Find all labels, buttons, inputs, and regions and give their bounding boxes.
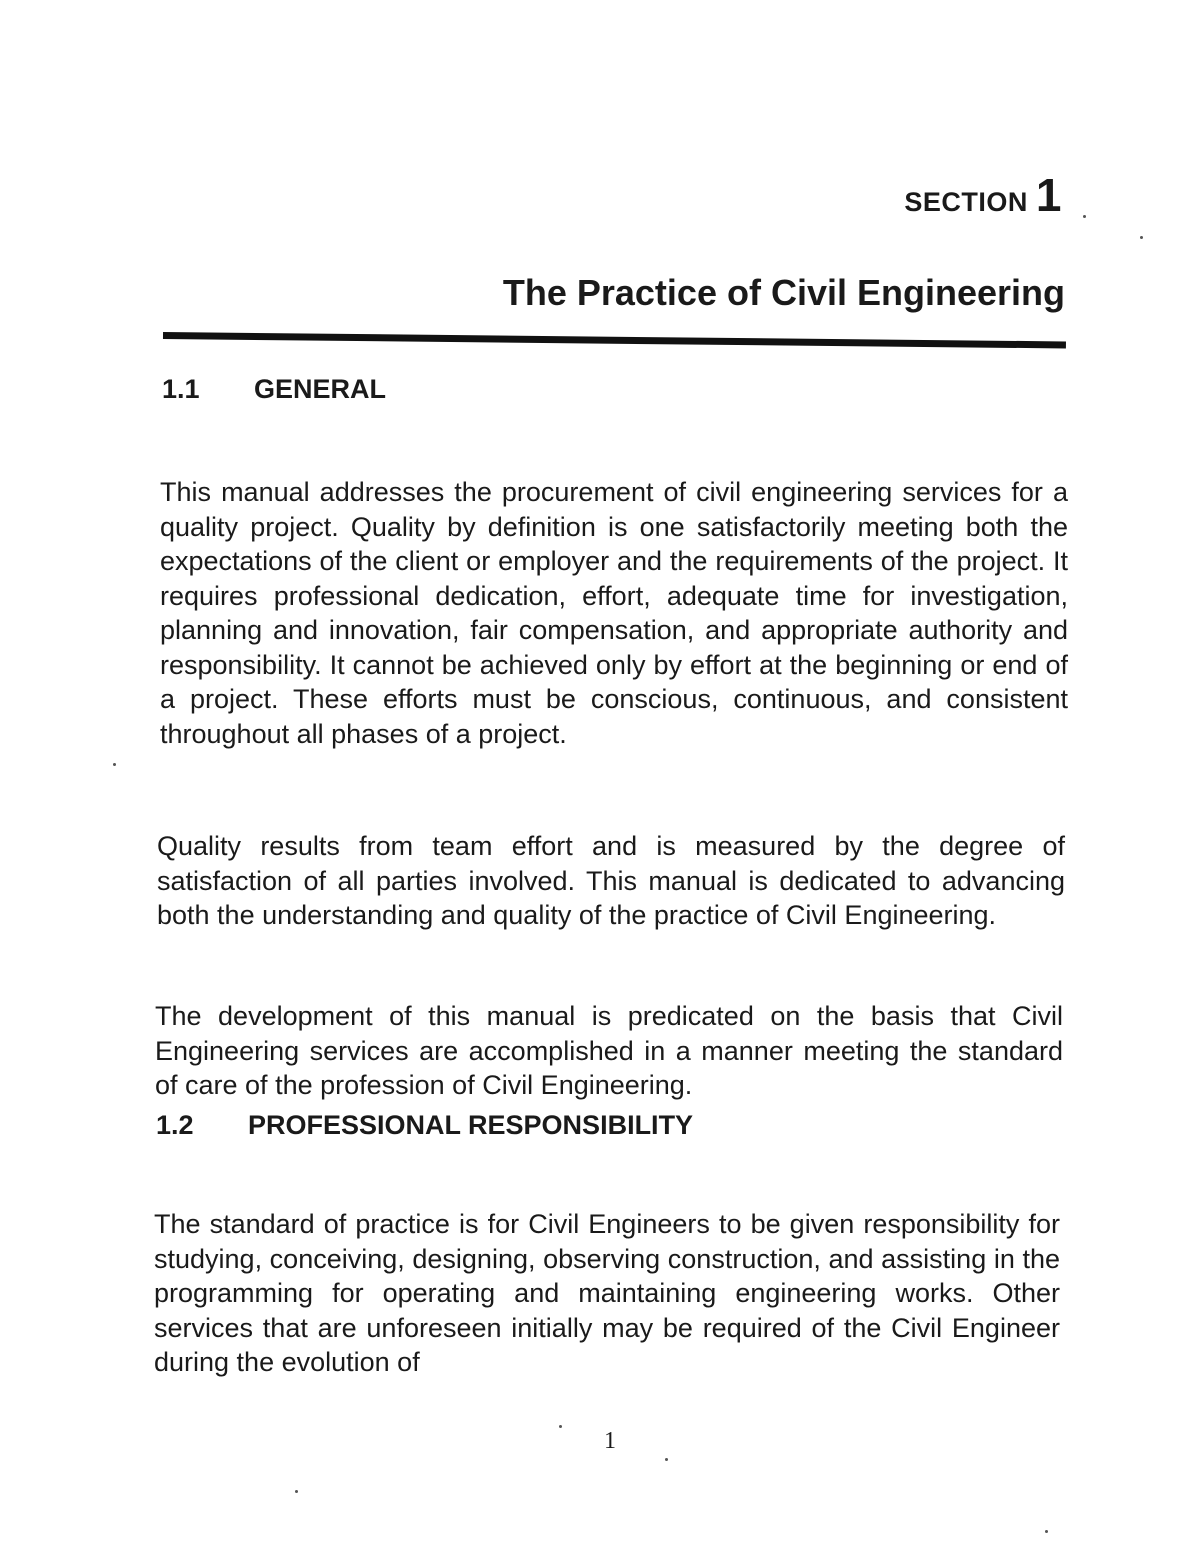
section-number: 1 (1035, 169, 1062, 221)
section-heading-number: 1.2 (156, 1110, 194, 1140)
scan-speck (665, 1458, 668, 1461)
section-heading-title: PROFESSIONAL RESPONSIBILITY (248, 1110, 694, 1140)
scan-speck (1083, 215, 1086, 218)
body-paragraph: The development of this manual is predicated on the basis that Civil Engineering services are accomplished in a manner meeting the standard of care of the profession of Civil Engineering. (155, 1001, 1063, 1100)
scan-speck (113, 763, 116, 766)
chapter-title: The Practice of Civil Engineering (502, 272, 1065, 313)
body-paragraph: Quality results from team effort and is measured by the degree of satisfaction of all parties involved. This manual is dedicated to advancing both the understanding and quality of the practice of Civil Engineering. (157, 831, 1065, 930)
title-underline-rule (163, 332, 1066, 348)
scan-speck (559, 1425, 562, 1428)
section-heading-number: 1.1 (162, 374, 200, 404)
scan-speck (1140, 236, 1143, 239)
section-heading-title: GENERAL (254, 374, 387, 404)
scan-speck (1045, 1530, 1048, 1533)
page-number: 1 (604, 1428, 616, 1454)
body-paragraph: The standard of practice is for Civil Engineers to be given responsibility for studying, conceiving, designing, observing construction, and assisting in the programming for operating and maintaining engineering works. Other services that are unforeseen initially may be required of the Civil Engineer during the evolution of (154, 1209, 1060, 1377)
section-heading-general (162, 374, 386, 405)
scan-speck (295, 1490, 298, 1493)
section-heading-professional-responsibility (156, 1110, 693, 1141)
body-paragraph: This manual addresses the procurement of civil engineering services for a quality project. Quality by definition is one satisfactorily meeting both the expectations of the client or employer and the requirements of the project. It requires professional dedication, effort, adequate time for investigation, planning and innovation, fair compensation, and appropriate authority and responsibility. It cannot be achieved only by effort at the beginning or end of a project. These efforts must be conscious, continuous, and consistent throughout all phases of a project. (160, 477, 1068, 749)
section-label (904, 168, 1062, 222)
section-word: SECTION (904, 187, 1028, 217)
